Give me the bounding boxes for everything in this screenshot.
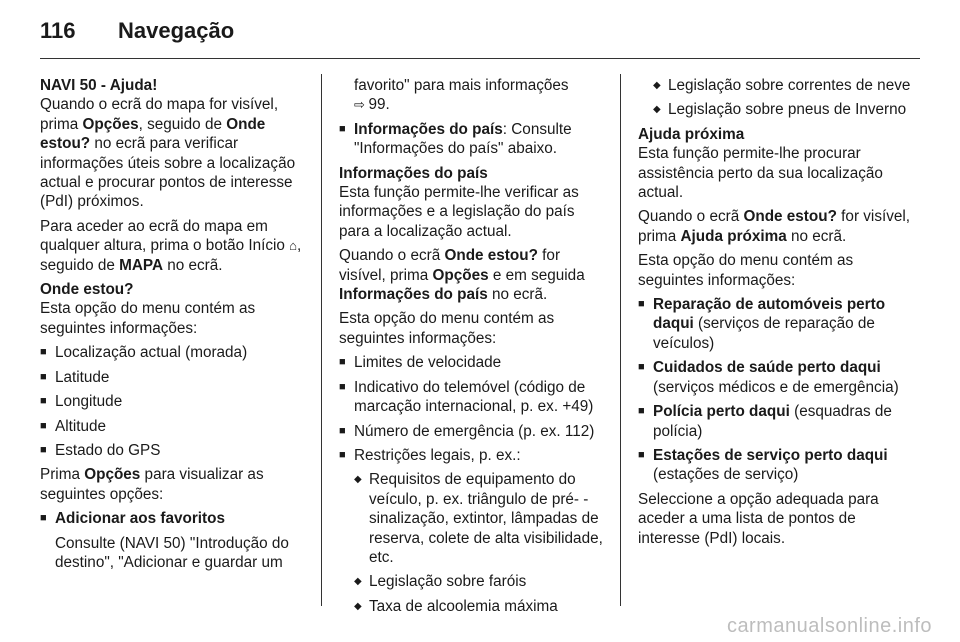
info-list bbox=[638, 295, 918, 485]
section-heading-country: Informações do país bbox=[339, 164, 488, 182]
paragraph: Esta opção do menu contém as seguintes informações: bbox=[638, 252, 854, 289]
sub-list-item: ◆ Legislação sobre correntes de neve bbox=[653, 76, 918, 95]
list-item: ■ Latitude bbox=[40, 368, 310, 387]
list-item: ■ Altitude bbox=[40, 417, 310, 436]
column-3 bbox=[638, 76, 918, 553]
page-header bbox=[40, 18, 234, 48]
paragraph: Para aceder ao ecrã do mapa em qualquer altura, prima o botão Início ⌂, seguido de MAPA no ecrã. bbox=[40, 217, 302, 274]
column-divider-1 bbox=[321, 74, 322, 606]
list-item: ■ Adicionar aos favoritos bbox=[40, 509, 310, 528]
column-1 bbox=[40, 76, 310, 572]
list-item: ■ Localização actual (morada) bbox=[40, 343, 310, 362]
watermark: carmanualsonline.info bbox=[726, 615, 932, 637]
paragraph: Consulte (NAVI 50) "Introdução do destino", "Adicionar e guardar um bbox=[55, 534, 289, 571]
paragraph: Esta opção do menu contém as seguintes informações: bbox=[339, 310, 555, 347]
paragraph: Quando o ecrã do mapa for visível, prima Opções, seguido de Onde estou? no ecrã para verificar informações úteis sobre a localização actual e procurar pontos de interesse (PdI) próximos. bbox=[40, 96, 296, 211]
section-heading-help: NAVI 50 - Ajuda! bbox=[40, 77, 158, 94]
list-item: ■ Restrições legais, p. ex.: bbox=[339, 446, 609, 465]
list-item: ■ Polícia perto daqui (esquadras de polícia) bbox=[638, 402, 918, 441]
sub-list-item: ◆ Legislação sobre pneus de Inverno bbox=[653, 100, 918, 119]
sub-list-item: ◆ Requisitos de equipamento do veículo, p. ex. triângulo de pré- -sinalização, extintor, lâmpadas de reserva, colete de alta visibilidade, etc. bbox=[354, 470, 609, 567]
list-item: ■ Estações de serviço perto daqui (estações de serviço) bbox=[638, 446, 918, 485]
list-item: ■ Estado do GPS bbox=[40, 441, 310, 460]
info-list bbox=[339, 353, 609, 616]
list-item: ■ Número de emergência (p. ex. 112) bbox=[339, 422, 609, 441]
paragraph: favorito" para mais informações ⇨ 99. bbox=[354, 77, 569, 114]
sub-list-item: ◆ Legislação sobre faróis bbox=[354, 572, 609, 591]
sub-list-item: ◆ Taxa de alcoolemia máxima bbox=[354, 597, 609, 616]
paragraph: Esta função permite-lhe procurar assistência perto da sua localização actual. bbox=[638, 145, 883, 202]
paragraph: Esta opção do menu contém as seguintes informações: bbox=[40, 300, 256, 337]
paragraph: Seleccione a opção adequada para aceder a uma lista de pontos de interesse (PdI) locais. bbox=[638, 490, 879, 547]
page-title: Navegação bbox=[118, 18, 235, 43]
list-item: ■ Informações do país: Consulte "Informações do país" abaixo. bbox=[339, 120, 609, 159]
list-item: ■ Cuidados de saúde perto daqui (serviços médicos e de emergência) bbox=[638, 358, 918, 397]
paragraph: Quando o ecrã Onde estou? for visível, prima Opções e em seguida Informações do país no ecrã. bbox=[339, 247, 585, 304]
list-item: ■ Limites de velocidade bbox=[339, 353, 609, 372]
section-heading-where: Onde estou? bbox=[40, 281, 134, 299]
list-item: ■ Indicativo do telemóvel (código de marcação internacional, p. ex. +49) bbox=[339, 378, 609, 417]
list-item: ■ Reparação de automóveis perto daqui (serviços de reparação de veículos) bbox=[638, 295, 918, 353]
paragraph: Esta função permite-lhe verificar as informações e a legislação do país para a localização actual. bbox=[339, 184, 579, 240]
page-number: 116 bbox=[40, 18, 76, 43]
paragraph: Quando o ecrã Onde estou? for visível, prima Ajuda próxima no ecrã. bbox=[638, 208, 911, 245]
home-icon: ⌂ bbox=[289, 238, 298, 254]
list-item: ■ Longitude bbox=[40, 392, 310, 411]
paragraph: Prima Opções para visualizar as seguintes opções: bbox=[40, 466, 264, 503]
info-list bbox=[40, 343, 310, 460]
column-divider-2 bbox=[620, 74, 621, 606]
column-2 bbox=[339, 76, 609, 621]
page-ref-arrow-icon: ⇨ bbox=[354, 97, 369, 113]
section-heading-near: Ajuda próxima bbox=[638, 125, 745, 143]
header-rule bbox=[40, 58, 920, 59]
